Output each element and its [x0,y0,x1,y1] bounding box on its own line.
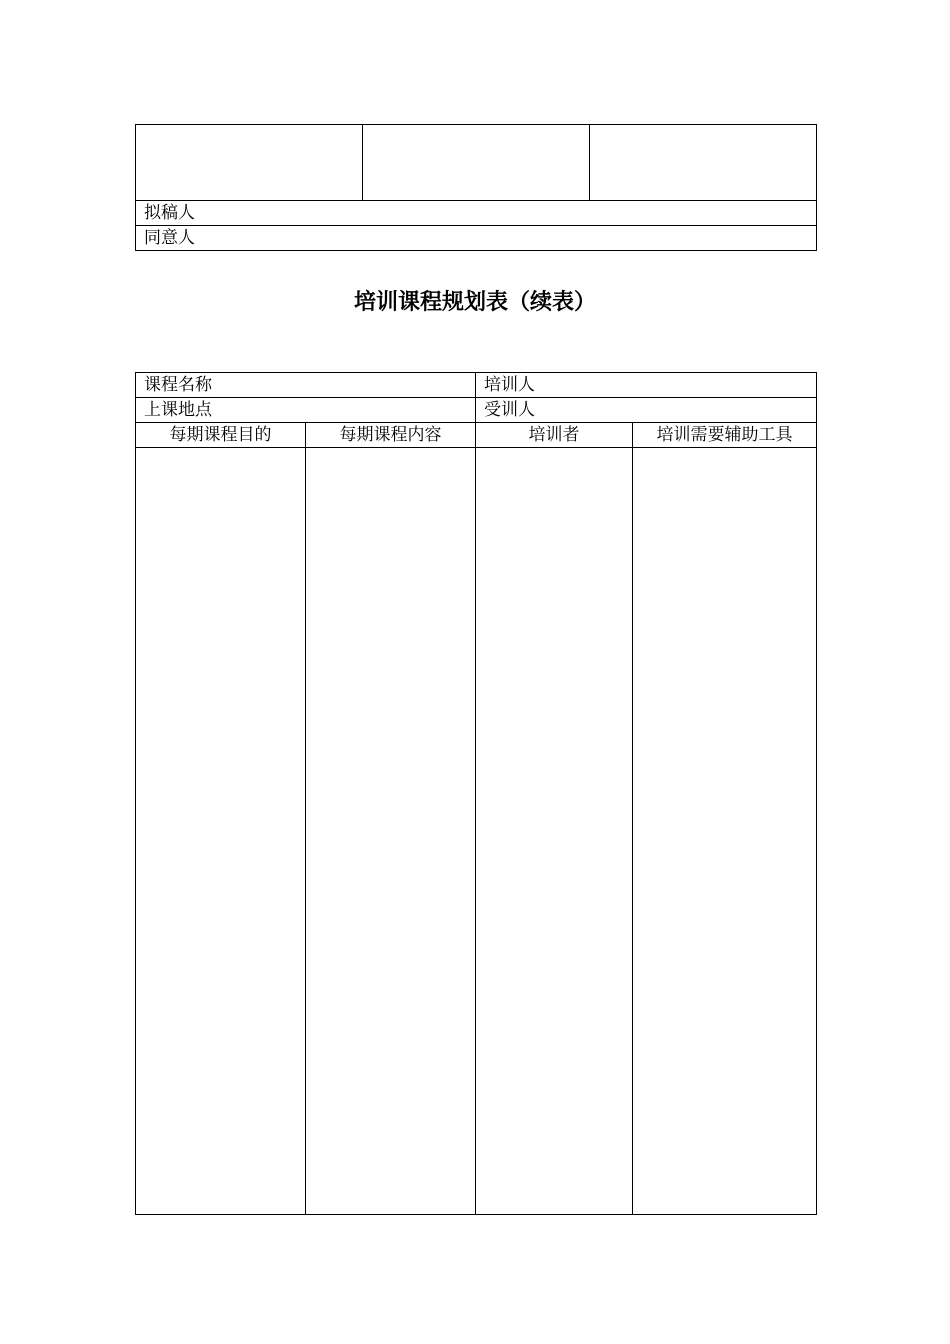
drafter-row [136,201,817,226]
approval-blank-row [136,125,817,201]
course-plan-table [135,372,817,1215]
location-label[interactable]: 上课地点 [136,398,476,423]
purpose-cell[interactable] [136,448,306,1215]
approver-label[interactable]: 同意人 [136,226,817,251]
table-body-row [136,448,817,1215]
page-title: 培训课程规划表（续表） [353,289,596,315]
column-header-content: 每期课程内容 [306,423,476,448]
blank-cell[interactable] [590,125,817,201]
blank-cell[interactable] [363,125,590,201]
drafter-label[interactable]: 拟稿人 [136,201,817,226]
approver-row [136,226,817,251]
column-header-purpose: 每期课程目的 [136,423,306,448]
column-header-trainer: 培训者 [476,423,633,448]
location-row [136,398,817,423]
tools-cell[interactable] [633,448,817,1215]
trainer-label[interactable]: 培训人 [476,373,817,398]
table-header-row [136,423,817,448]
column-header-tools: 培训需要辅助工具 [633,423,817,448]
trainer-cell[interactable] [476,448,633,1215]
blank-cell[interactable] [136,125,363,201]
approval-table [135,124,817,251]
course-name-row [136,373,817,398]
course-name-label[interactable]: 课程名称 [136,373,476,398]
trainee-label[interactable]: 受训人 [476,398,817,423]
content-cell[interactable] [306,448,476,1215]
